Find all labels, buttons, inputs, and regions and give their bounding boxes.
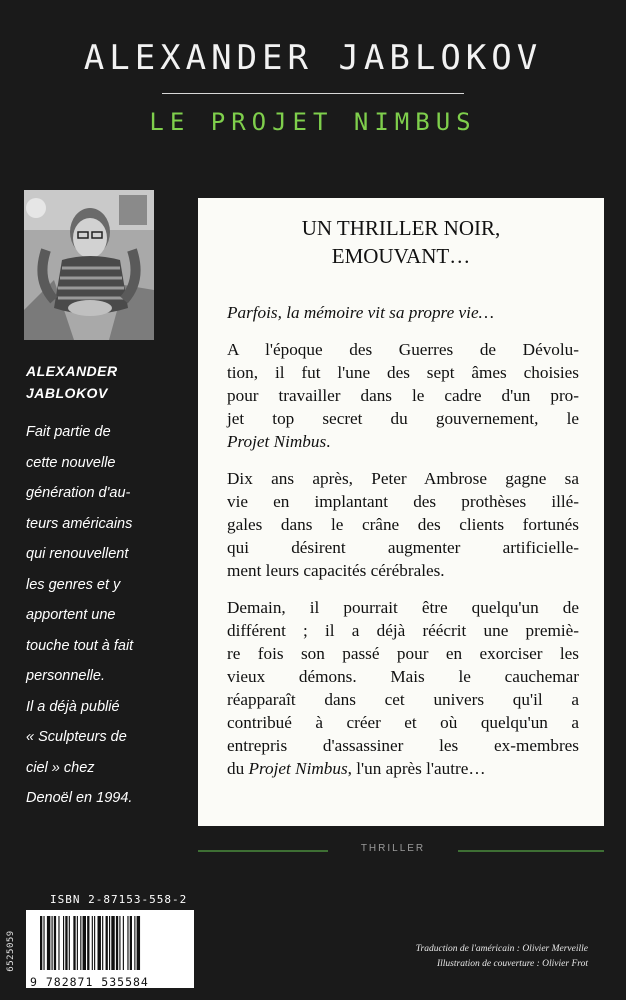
credits	[416, 942, 588, 972]
blurb-body	[227, 301, 579, 794]
barcode-bar	[80, 916, 81, 970]
barcode-bar	[102, 916, 103, 970]
barcode-bar	[83, 916, 86, 970]
bio-line: génération d'au-	[26, 485, 131, 501]
barcode-bar	[63, 916, 64, 970]
paragraph-line: vieux démons. Mais le cauchemar	[227, 667, 579, 686]
barcode-bars	[26, 910, 194, 974]
paragraph-line: différent ; il a déjà réécrit une premiè-	[227, 621, 579, 640]
barcode-number: 9 782871 535584	[30, 975, 149, 989]
paragraph-line: gales dans le crâne des clients fortunés	[227, 515, 579, 534]
bio-line: teurs américains	[26, 515, 133, 532]
author-heading: ALEXANDER JABLOKOV	[83, 38, 543, 78]
paragraph-line: re fois son passé pour en exorciser les	[227, 644, 579, 663]
barcode-bar	[137, 916, 140, 970]
paragraph-line: tion, il fut l'une des sept âmes choisies	[227, 363, 579, 382]
bio-line: apportent une	[26, 607, 116, 623]
paragraph-line: jet top secret du gouvernement, le	[227, 409, 579, 428]
paragraph-line	[227, 430, 579, 453]
barcode-bar	[47, 916, 50, 970]
paragraph-line: contribué à créer et où quelqu'un a	[227, 713, 579, 732]
blurb-paragraph-1	[227, 338, 579, 453]
blurb-paragraph-2	[227, 467, 579, 582]
paragraph-line: vie en implantant des prothèses illé-	[227, 492, 579, 511]
barcode-bar	[109, 916, 110, 970]
punctuation: .	[326, 432, 331, 451]
barcode-bar	[43, 916, 44, 970]
headline-line: UN THRILLER NOIR,	[301, 216, 501, 240]
bio-line: personnelle.	[26, 668, 105, 684]
barcode-bar	[65, 916, 67, 970]
sidebar-author-name	[26, 360, 118, 404]
barcode-bar	[94, 916, 95, 970]
barcode-bar	[130, 916, 132, 970]
barcode-bar	[106, 916, 108, 970]
book-title-mention: Projet Nimbus	[227, 432, 327, 451]
bio-line: les genres et y	[26, 576, 121, 593]
author-photo-image	[24, 190, 154, 340]
collection-rule-right	[458, 850, 604, 852]
barcode-bar	[127, 916, 128, 970]
book-title: LE PROJET NIMBUS	[149, 108, 477, 136]
barcode-bar	[73, 916, 75, 970]
collection-label: THRILLER	[360, 843, 426, 854]
barcode-bar	[52, 916, 53, 970]
paragraph-line: réapparaît dans cet univers qu'il a	[227, 690, 579, 709]
side-code-text: 6525059	[6, 930, 16, 972]
barcode-bar	[116, 916, 118, 970]
barcode-bar	[119, 916, 120, 970]
book-title-mention: Projet Nimbus	[248, 759, 348, 778]
blurb-panel	[198, 198, 604, 826]
tagline-text: Parfois, la mémoire vit sa propre vie…	[227, 303, 494, 322]
bio-line: « Sculpteurs de	[26, 729, 127, 745]
barcode-bar	[77, 916, 78, 970]
blurb-paragraph-3	[227, 596, 579, 780]
paragraph-line: ment leurs capacités cérébrales.	[227, 561, 445, 580]
paragraph-line: Dix ans après, Peter Ambrose gagne sa	[227, 469, 579, 488]
paragraph-line: A l'époque des Guerres de Dévolu-	[227, 340, 579, 359]
paragraph-line: pour travailler dans le cadre d'un pro-	[227, 386, 579, 405]
paragraph-line: entrepris d'assassiner les ex-membres	[227, 736, 579, 755]
barcode-bar	[87, 916, 89, 970]
paragraph-line	[227, 757, 579, 780]
text-fragment: , l'un après l'autre…	[347, 759, 486, 778]
author-photo	[24, 190, 154, 340]
barcode-bar	[123, 916, 124, 970]
credit-line: Traduction de l'américain : Olivier Merveille	[415, 944, 588, 954]
barcode-bar	[111, 916, 114, 970]
bio-line: ciel » chez	[26, 759, 95, 776]
bio-line: touche tout à fait	[26, 637, 134, 654]
isbn-label: ISBN 2-87153-558-2	[50, 893, 188, 906]
bio-line: Il a déjà publié	[26, 698, 120, 715]
bio-line: Denoël en 1994.	[26, 790, 133, 806]
blurb-tagline	[227, 301, 579, 324]
paragraph-line: qui désirent augmenter artificielle-	[227, 538, 579, 557]
text-fragment: du	[227, 759, 249, 778]
blurb-headline	[198, 214, 604, 270]
barcode-bar	[40, 916, 42, 970]
collection-rule-left	[198, 850, 328, 852]
sidebar-biography	[26, 417, 166, 814]
paragraph-line: Demain, il pourrait être quelqu'un de	[227, 598, 579, 617]
barcode-bar	[98, 916, 101, 970]
headline-line: EMOUVANT…	[331, 244, 471, 268]
bio-line: cette nouvelle	[26, 454, 116, 471]
barcode-bar	[69, 916, 70, 970]
side-code	[4, 918, 18, 988]
sidebar-name-line: JABLOKOV	[26, 385, 108, 401]
barcode-bar	[92, 916, 93, 970]
bio-line: Fait partie de	[26, 424, 111, 440]
barcode-bar	[58, 916, 59, 970]
credit-line: Illustration de couverture : Olivier Frot	[436, 959, 588, 969]
barcode-bar	[54, 916, 56, 970]
barcode-bar	[134, 916, 135, 970]
title-divider	[162, 93, 464, 94]
sidebar-name-line: ALEXANDER	[26, 363, 118, 379]
bio-line: qui renouvellent	[26, 546, 129, 562]
